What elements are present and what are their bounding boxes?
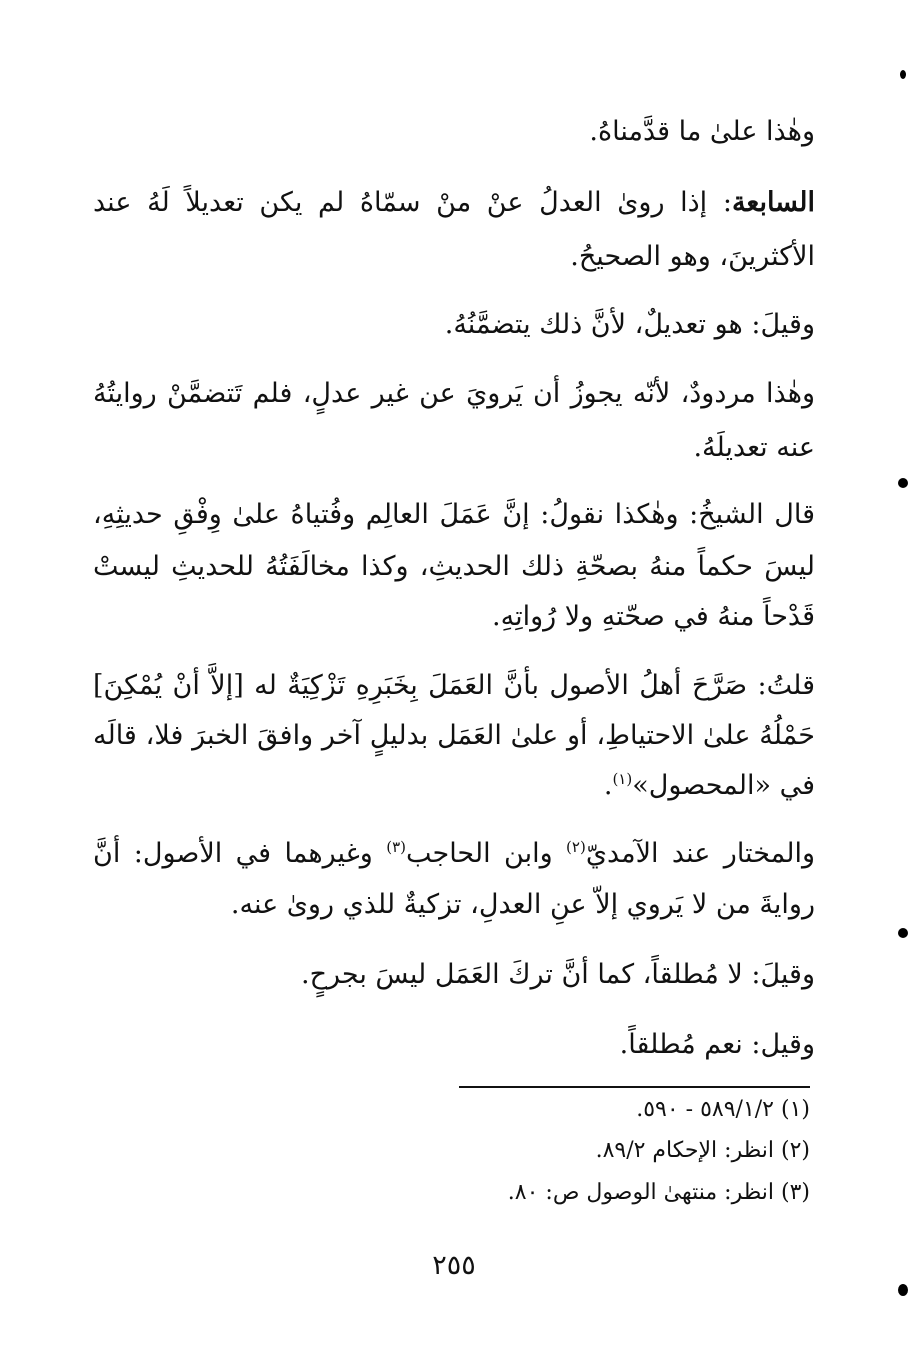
- paragraph-line: قَدْحاً منهُ في صحّتهِ ولا رُواتِهِ.: [492, 601, 815, 632]
- paragraph-text: .: [603, 770, 613, 801]
- footnote-ref[interactable]: (١): [612, 770, 633, 788]
- paragraph-line: [93, 834, 815, 874]
- footnote-separator: [459, 1086, 810, 1088]
- paragraph-line: [93, 766, 815, 806]
- paragraph-line: [93, 183, 815, 223]
- footnote: (١) ٥٨٩/١/٢ - ٥٩٠.: [636, 1097, 810, 1122]
- page-number: ٢٥٥: [432, 1250, 476, 1281]
- paragraph-line: وهٰذا علىٰ ما قدَّمناهُ.: [589, 116, 815, 147]
- paragraph-line: وقيلَ: هو تعديلٌ، لأنَّ ذلك يتضمَّنُهُ.: [444, 309, 815, 340]
- paragraph-line: ليسَ حكماً منهُ بصحّةِ ذلك الحديثِ، وكذا مخالَفَتُهُ للحديثِ ليستْ: [93, 551, 815, 582]
- paragraph-line: وقيل: نعم مُطلقاً.: [619, 1029, 815, 1060]
- footnote-ref[interactable]: (٢): [566, 838, 586, 856]
- paragraph-text: والمختار عند الآمديّ: [585, 838, 815, 869]
- paragraph-line: وهٰذا مردودٌ، لأنّه يجوزُ أن يَرويَ عن غير عدلٍ، فلم تَتضمَّنْ روايتُهُ: [93, 378, 815, 409]
- paragraph-line: روايةَ من لا يَروي إلاّ عنِ العدلِ، تزكيةٌ للذي روىٰ عنه.: [230, 889, 815, 920]
- paragraph-line: الأكثرينَ، وهو الصحيحُ.: [570, 241, 815, 272]
- scan-speck: [900, 70, 906, 79]
- paragraph-line: عنه تعديلَهُ.: [693, 432, 815, 463]
- footnote: (٣) انظر: منتهىٰ الوصول ص: ٨٠.: [507, 1180, 810, 1205]
- paragraph-text: في «المحصول»: [632, 770, 815, 801]
- scan-speck: [898, 478, 908, 488]
- footnote: (٢) انظر: الإحكام ٨٩/٢.: [595, 1138, 810, 1163]
- scan-speck: [898, 1284, 908, 1296]
- paragraph-text: : إذا روىٰ العدلُ عنْ منْ سمّاهُ لم يكن تعديلاً لَهُ عند: [93, 187, 732, 218]
- paragraph-text: وغيرهما في الأصول: أنَّ: [93, 838, 387, 869]
- paragraph-text: وابن الحاجب: [406, 838, 567, 869]
- paragraph-line: وقيلَ: لا مُطلقاً، كما أنَّ تركَ العَمَل ليسَ بجرحٍ.: [301, 959, 815, 990]
- footnote-ref[interactable]: (٣): [386, 838, 406, 856]
- scan-speck: [898, 928, 908, 938]
- section-label: السابعة: [731, 187, 815, 218]
- paragraph-line: قلتُ: صَرَّحَ أهلُ الأصول بأنَّ العَمَلَ بِخَبَرِهِ تَزْكِيَةٌ له [إلاَّ أنْ يُمْكِنَ]: [93, 670, 815, 701]
- paragraph-line: قال الشيخُ: وهٰكذا نقولُ: إنَّ عَمَلَ العالِم وفُتياهُ علىٰ وِفْقِ حديثِهِ،: [93, 499, 815, 530]
- paragraph-line: حَمْلُهُ علىٰ الاحتياطِ، أو علىٰ العَمَل بدليلٍ آخر وافقَ الخبرَ فلا، قالَه: [93, 720, 815, 751]
